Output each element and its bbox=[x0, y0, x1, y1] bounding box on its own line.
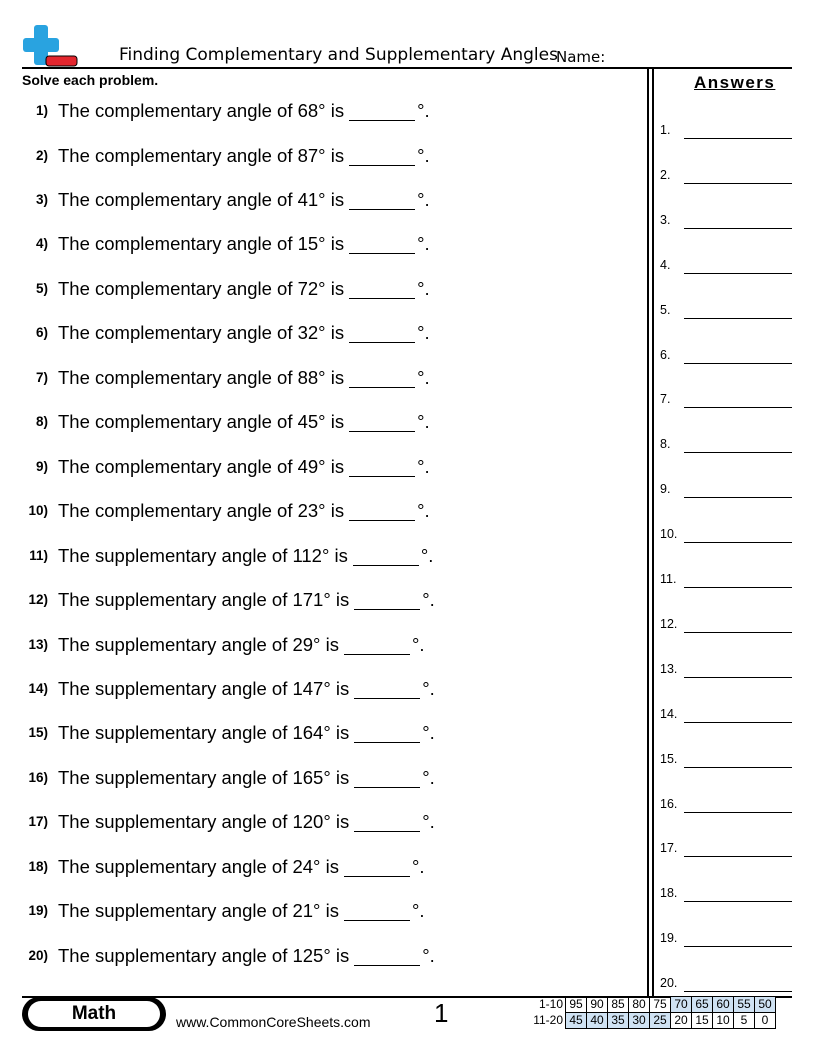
answer-blank[interactable] bbox=[344, 636, 410, 655]
answer-blank[interactable] bbox=[349, 502, 415, 521]
answer-key-item bbox=[660, 617, 792, 633]
answer-blank[interactable] bbox=[349, 191, 415, 210]
problem-text: The complementary angle of 87° is bbox=[58, 145, 345, 166]
problem-item bbox=[22, 100, 430, 126]
problem-number: 4) bbox=[35, 236, 48, 251]
problem-suffix: °. bbox=[417, 322, 430, 343]
problem-item bbox=[22, 233, 430, 259]
problem-item bbox=[22, 500, 430, 526]
answer-key-number: 9. bbox=[660, 482, 671, 497]
problem-suffix: °. bbox=[422, 945, 435, 966]
score-cell: 80 bbox=[629, 997, 650, 1013]
problem-suffix: °. bbox=[417, 278, 430, 299]
answer-key-number: 14. bbox=[660, 706, 678, 721]
problem-number: 1) bbox=[35, 103, 48, 118]
website-text: www.CommonCoreSheets.com bbox=[176, 1014, 371, 1030]
problem-number: 18) bbox=[28, 859, 48, 874]
answer-key-line[interactable] bbox=[684, 946, 792, 947]
instructions: Solve each problem. bbox=[22, 72, 159, 88]
answer-key-line[interactable] bbox=[684, 228, 792, 229]
answer-key-number: 4. bbox=[660, 257, 671, 272]
problem-number: 14) bbox=[28, 681, 48, 696]
answer-key-number: 7. bbox=[660, 392, 671, 407]
answer-key-number: 19. bbox=[660, 931, 678, 946]
answer-key-item bbox=[660, 662, 792, 678]
answer-key-line[interactable] bbox=[684, 497, 792, 498]
answer-blank[interactable] bbox=[349, 324, 415, 343]
answer-key-item bbox=[660, 258, 792, 274]
problem-suffix: °. bbox=[417, 145, 430, 166]
score-row-label: 11-20 bbox=[533, 1013, 563, 1027]
problem-item bbox=[22, 145, 430, 171]
answers-title: Answers bbox=[694, 73, 776, 92]
answer-blank[interactable] bbox=[344, 858, 410, 877]
problem-number: 17) bbox=[28, 814, 48, 829]
answer-key-line[interactable] bbox=[684, 542, 792, 543]
problem-item bbox=[22, 545, 433, 571]
answer-key-number: 1. bbox=[660, 123, 671, 137]
problem-number: 2) bbox=[35, 148, 48, 163]
problem-item bbox=[22, 945, 435, 971]
problem-number: 9) bbox=[35, 459, 48, 474]
answer-key-number: 18. bbox=[660, 886, 678, 901]
problem-suffix: °. bbox=[417, 500, 430, 521]
problem-number: 16) bbox=[28, 770, 48, 785]
answer-key-item bbox=[660, 752, 792, 768]
problem-text: The complementary angle of 41° is bbox=[58, 189, 345, 210]
problem-text: The supplementary angle of 112° is bbox=[58, 545, 348, 566]
problem-suffix: °. bbox=[420, 545, 434, 566]
answer-blank[interactable] bbox=[354, 591, 420, 610]
score-cell: 55 bbox=[734, 997, 755, 1013]
subject-label: Math bbox=[28, 1001, 160, 1027]
score-row-label: 1-10 bbox=[538, 997, 563, 1011]
problem-item bbox=[22, 278, 430, 304]
score-cell: 60 bbox=[713, 997, 734, 1013]
score-cell: 65 bbox=[692, 997, 713, 1013]
problem-item bbox=[22, 722, 435, 748]
problem-suffix: °. bbox=[417, 189, 430, 210]
problem-text: The supplementary angle of 125° is bbox=[58, 945, 350, 966]
problem-text: The complementary angle of 49° is bbox=[58, 456, 345, 477]
answer-key-line[interactable] bbox=[684, 901, 792, 902]
answer-key-item bbox=[660, 348, 792, 364]
answer-blank[interactable] bbox=[353, 547, 419, 566]
problem-number: 8) bbox=[35, 414, 48, 429]
problem-item bbox=[22, 189, 430, 215]
name-label: Name: bbox=[556, 48, 606, 66]
score-cell: 10 bbox=[713, 1013, 734, 1029]
problem-item bbox=[22, 411, 430, 437]
answer-blank[interactable] bbox=[354, 724, 420, 743]
answer-key-item bbox=[660, 931, 792, 947]
problem-item bbox=[22, 367, 430, 393]
problem-number: 12) bbox=[28, 592, 48, 607]
problem-suffix: °. bbox=[417, 411, 430, 432]
answer-key-number: 20. bbox=[660, 976, 678, 991]
problem-item bbox=[22, 900, 425, 926]
score-table bbox=[527, 996, 776, 1029]
answer-key-item bbox=[660, 527, 792, 543]
problem-suffix: °. bbox=[411, 900, 425, 921]
problem-suffix: °. bbox=[422, 811, 435, 832]
answer-key-line[interactable] bbox=[684, 452, 792, 453]
answer-key-line[interactable] bbox=[684, 722, 792, 723]
problem-item bbox=[22, 589, 435, 615]
problem-text: The supplementary angle of 171° is bbox=[58, 589, 350, 610]
answer-key-item bbox=[660, 841, 792, 857]
problem-number: 3) bbox=[35, 192, 48, 207]
answer-blank[interactable] bbox=[354, 680, 420, 699]
problem-text: The supplementary angle of 21° is bbox=[58, 900, 339, 921]
answer-key-line[interactable] bbox=[684, 677, 792, 678]
answer-key-item bbox=[660, 303, 792, 319]
answer-key-line[interactable] bbox=[684, 767, 792, 768]
problem-item bbox=[22, 678, 435, 704]
problem-number: 10) bbox=[28, 503, 48, 518]
problem-text: The complementary angle of 32° is bbox=[58, 322, 345, 343]
answer-key-number: 10. bbox=[660, 527, 678, 542]
problem-number: 19) bbox=[28, 903, 48, 918]
answer-key-number: 8. bbox=[660, 437, 671, 452]
problem-suffix: °. bbox=[417, 233, 430, 254]
answer-key-number: 16. bbox=[660, 796, 678, 811]
problem-text: The supplementary angle of 165° is bbox=[58, 767, 350, 788]
answer-key-item bbox=[660, 886, 792, 902]
answer-key-line[interactable] bbox=[684, 632, 792, 633]
header-divider bbox=[22, 67, 792, 69]
problem-item bbox=[22, 811, 435, 837]
problem-text: The supplementary angle of 29° is bbox=[58, 634, 339, 655]
column-divider bbox=[647, 67, 649, 996]
answer-key-line[interactable] bbox=[684, 318, 792, 319]
problem-text: The supplementary angle of 147° is bbox=[58, 678, 350, 699]
answer-key-item bbox=[660, 797, 792, 813]
problem-text: The complementary angle of 72° is bbox=[58, 278, 345, 299]
answer-blank[interactable] bbox=[349, 280, 415, 299]
answer-key-line[interactable] bbox=[684, 856, 792, 857]
score-cell: 40 bbox=[587, 1013, 608, 1029]
problem-suffix: °. bbox=[411, 634, 425, 655]
answer-key-item bbox=[660, 392, 792, 408]
answer-key-item bbox=[660, 123, 792, 139]
answer-key-item bbox=[660, 572, 792, 588]
score-cell: 95 bbox=[566, 997, 587, 1013]
problem-suffix: °. bbox=[417, 456, 430, 477]
answer-key-line[interactable] bbox=[684, 407, 792, 408]
problem-number: 5) bbox=[35, 281, 48, 296]
score-row bbox=[527, 997, 776, 1013]
problem-item bbox=[22, 634, 425, 660]
problem-number: 20) bbox=[28, 948, 48, 963]
answer-blank[interactable] bbox=[349, 458, 415, 477]
answer-blank[interactable] bbox=[354, 813, 420, 832]
score-cell: 75 bbox=[650, 997, 671, 1013]
answer-key-item bbox=[660, 976, 792, 992]
problem-suffix: °. bbox=[422, 589, 435, 610]
problem-text: The complementary angle of 68° is bbox=[58, 100, 345, 121]
page-number: 1 bbox=[434, 998, 449, 1028]
column-divider bbox=[652, 67, 654, 996]
answer-blank[interactable] bbox=[349, 369, 415, 388]
answer-key-number: 2. bbox=[660, 167, 671, 182]
score-cell: 15 bbox=[692, 1013, 713, 1029]
answer-key-number: 6. bbox=[660, 347, 671, 362]
problem-item bbox=[22, 767, 435, 793]
score-cell: 50 bbox=[755, 997, 776, 1013]
problem-number: 13) bbox=[28, 637, 48, 652]
score-row bbox=[527, 1013, 776, 1029]
score-cell: 90 bbox=[587, 997, 608, 1013]
problem-number: 6) bbox=[35, 325, 48, 340]
answer-key-number: 13. bbox=[660, 661, 678, 676]
problem-number: 11) bbox=[29, 548, 48, 563]
score-cell: 5 bbox=[734, 1013, 755, 1029]
problem-suffix: °. bbox=[417, 367, 430, 388]
answer-key-number: 5. bbox=[660, 302, 671, 317]
answer-key-number: 17. bbox=[660, 841, 678, 856]
answer-blank[interactable] bbox=[344, 902, 410, 921]
problem-text: The supplementary angle of 120° is bbox=[58, 811, 350, 832]
score-cell: 85 bbox=[608, 997, 629, 1013]
problem-number: 15) bbox=[28, 725, 48, 740]
problem-item bbox=[22, 322, 430, 348]
problem-text: The supplementary angle of 24° is bbox=[58, 856, 339, 877]
answer-key-item bbox=[660, 213, 792, 229]
score-cell: 20 bbox=[671, 1013, 692, 1029]
answer-key-line[interactable] bbox=[684, 273, 792, 274]
plus-minus-icon bbox=[22, 24, 78, 68]
answer-blank[interactable] bbox=[354, 947, 420, 966]
problem-suffix: °. bbox=[411, 856, 425, 877]
score-cell: 0 bbox=[755, 1013, 776, 1029]
problem-item bbox=[22, 856, 425, 882]
problem-item bbox=[22, 456, 430, 482]
score-cell: 35 bbox=[608, 1013, 629, 1029]
problem-number: 7) bbox=[35, 370, 48, 385]
answer-key-line[interactable] bbox=[684, 991, 792, 992]
answer-key-number: 12. bbox=[660, 616, 678, 631]
score-cell: 70 bbox=[671, 997, 692, 1013]
answer-key-item bbox=[660, 482, 792, 498]
answer-key-line[interactable] bbox=[684, 812, 792, 813]
answer-blank[interactable] bbox=[354, 769, 420, 788]
score-cell: 30 bbox=[629, 1013, 650, 1029]
problem-suffix: °. bbox=[422, 678, 435, 699]
answer-blank[interactable] bbox=[349, 102, 415, 121]
answer-key-item bbox=[660, 707, 792, 723]
answer-key-line[interactable] bbox=[684, 587, 792, 588]
score-cell: 45 bbox=[566, 1013, 587, 1029]
problem-text: The complementary angle of 15° is bbox=[58, 233, 345, 254]
answer-key-number: 3. bbox=[660, 212, 671, 227]
answer-key-item bbox=[660, 437, 792, 453]
problem-text: The supplementary angle of 164° is bbox=[58, 722, 350, 743]
problem-text: The complementary angle of 23° is bbox=[58, 500, 345, 521]
answer-key-line[interactable] bbox=[684, 363, 792, 364]
answer-key-number: 11. bbox=[660, 572, 677, 586]
problem-suffix: °. bbox=[422, 722, 435, 743]
problem-text: The complementary angle of 45° is bbox=[58, 411, 345, 432]
answer-blank[interactable] bbox=[349, 235, 415, 254]
problem-text: The complementary angle of 88° is bbox=[58, 367, 345, 388]
answer-key-line[interactable] bbox=[684, 138, 792, 139]
score-cell: 25 bbox=[650, 1013, 671, 1029]
problem-suffix: °. bbox=[422, 767, 435, 788]
answer-key-item bbox=[660, 168, 792, 184]
answer-key-number: 15. bbox=[660, 751, 678, 766]
answer-key-line[interactable] bbox=[684, 183, 792, 184]
answer-blank[interactable] bbox=[349, 147, 415, 166]
page-title: Finding Complementary and Supplementary Angles bbox=[119, 45, 558, 65]
problem-suffix: °. bbox=[417, 100, 430, 121]
answer-blank[interactable] bbox=[349, 413, 415, 432]
